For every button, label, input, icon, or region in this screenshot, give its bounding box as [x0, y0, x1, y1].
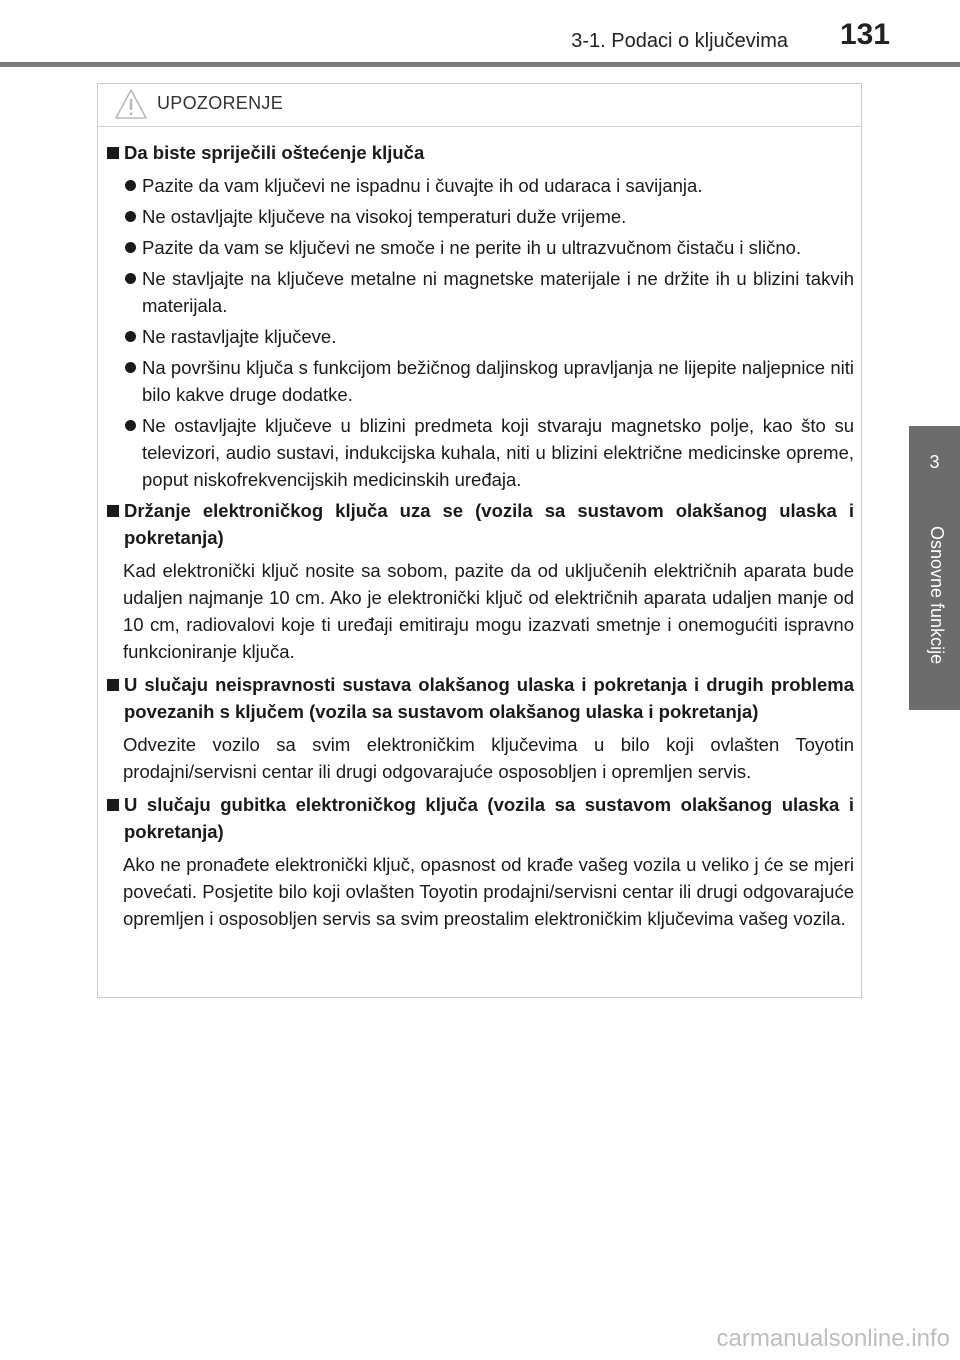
bullet-item: Ne stavljajte na ključeve metalne ni magnetske materijale i ne držite ih u blizini takvih materijala. [104, 265, 854, 319]
section-heading: U slučaju neispravnosti sustava olakšanog ulaska i pokretanja i drugih problema povezanih s ključem (vozila sa sustavom olakšanog ulaska i pokretanja) [104, 671, 854, 725]
chapter-label: Osnovne funkcije [927, 526, 947, 665]
section-text: Kad elektronički ključ nosite sa sobom, pazite da od uključenih električnih aparata bude udaljen najmanje 10 cm. Ako je elektronički ključ od električnih aparata udaljen manje od 10 cm, radiovalovi koje ti uređaji emitiraju mogu izazvati smetnje i onemogućiti ispravno funkcioniranje ključa. [123, 560, 854, 662]
section-text: Odvezite vozilo sa svim elektroničkim ključevima u bilo koji ovlašten Toyotin prodajni/servisni centar ili drugi odgovarajuće osposobljen i opremljen servis. [123, 734, 854, 782]
watermark: carmanualsonline.info [716, 1325, 950, 1352]
bullet-item: Ne rastavljajte ključeve. [104, 323, 854, 350]
bullet-item: Ne ostavljajte ključeve na visokoj temperaturi duže vrijeme. [104, 203, 854, 230]
bullet-item: Na površinu ključa s funkcijom bežičnog daljinskog upravljanja ne lijepite naljepnice niti bilo kakve druge dodatke. [104, 354, 854, 408]
warning-title: UPOZORENJE [157, 93, 284, 113]
bullet-item: Pazite da vam ključevi ne ispadnu i čuvajte ih od udaraca i savijanja. [104, 172, 854, 199]
section-heading: U slučaju gubitka elektroničkog ključa (vozila sa sustavom olakšanog ulaska i pokretanja) [104, 791, 854, 845]
section-title: 3-1. Podaci o ključevima [571, 30, 788, 52]
section-heading: Držanje elektroničkog ključa uza se (vozila sa sustavom olakšanog ulaska i pokretanja) [104, 497, 854, 551]
section-text: Ako ne pronađete elektronički ključ, opasnost od krađe vašeg vozila u veliko j će se mjeri povećati. Posjetite bilo koji ovlašten Toyotin prodajni/servisni centar ili drugi odgovarajuće opremljen i osposobljen servis sa svim preostalim elektroničkim ključevima vašeg vozila. [123, 854, 854, 929]
warning-triangle-icon [114, 88, 148, 120]
page-header [0, 0, 960, 70]
warning-header [98, 84, 861, 127]
chapter-number: 3 [929, 452, 940, 472]
bullet-item: Ne ostavljajte ključeve u blizini predmeta koji stvaraju magnetsko polje, kao što su televizori, audio sustavi, indukcijska kuhala, niti u blizini električne medicinske opreme, poput niskofrekvencijskih medicinskih uređaja. [104, 412, 854, 493]
chapter-tab[interactable] [909, 426, 960, 710]
section-heading: Da biste spriječili oštećenje ključa [104, 139, 854, 166]
header-divider [0, 62, 960, 67]
bullet-item: Pazite da vam se ključevi ne smoče i ne perite ih u ultrazvučnom čistaču i slično. [104, 234, 854, 261]
warning-box [97, 83, 862, 998]
page-number: 131 [839, 18, 890, 51]
warning-content [104, 139, 854, 938]
